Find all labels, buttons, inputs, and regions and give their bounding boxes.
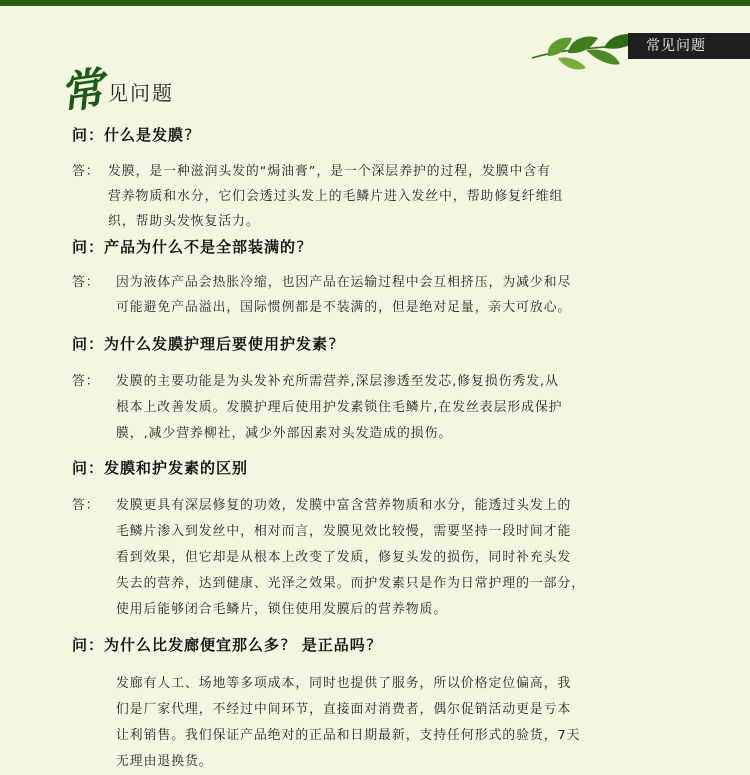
- faq-question-2: 问：产品为什么不是全部装满的?: [72, 237, 306, 256]
- faq-question-1: 问：什么是发膜?: [72, 125, 194, 144]
- faq-question-5: 问：为什么比发廊便宜那么多? 是正品吗?: [72, 635, 376, 654]
- faq-question-4: 问：发膜和护发素的区别: [72, 459, 249, 477]
- banner-label: 常见问题: [628, 33, 750, 59]
- top-rule: [0, 0, 750, 6]
- page-title: [56, 58, 174, 120]
- faq-question-3: 问：为什么发膜护理后要使用护发素?: [72, 334, 338, 353]
- title-rest: 见问题: [108, 81, 174, 105]
- title-calligraphy-char: 常: [56, 63, 108, 120]
